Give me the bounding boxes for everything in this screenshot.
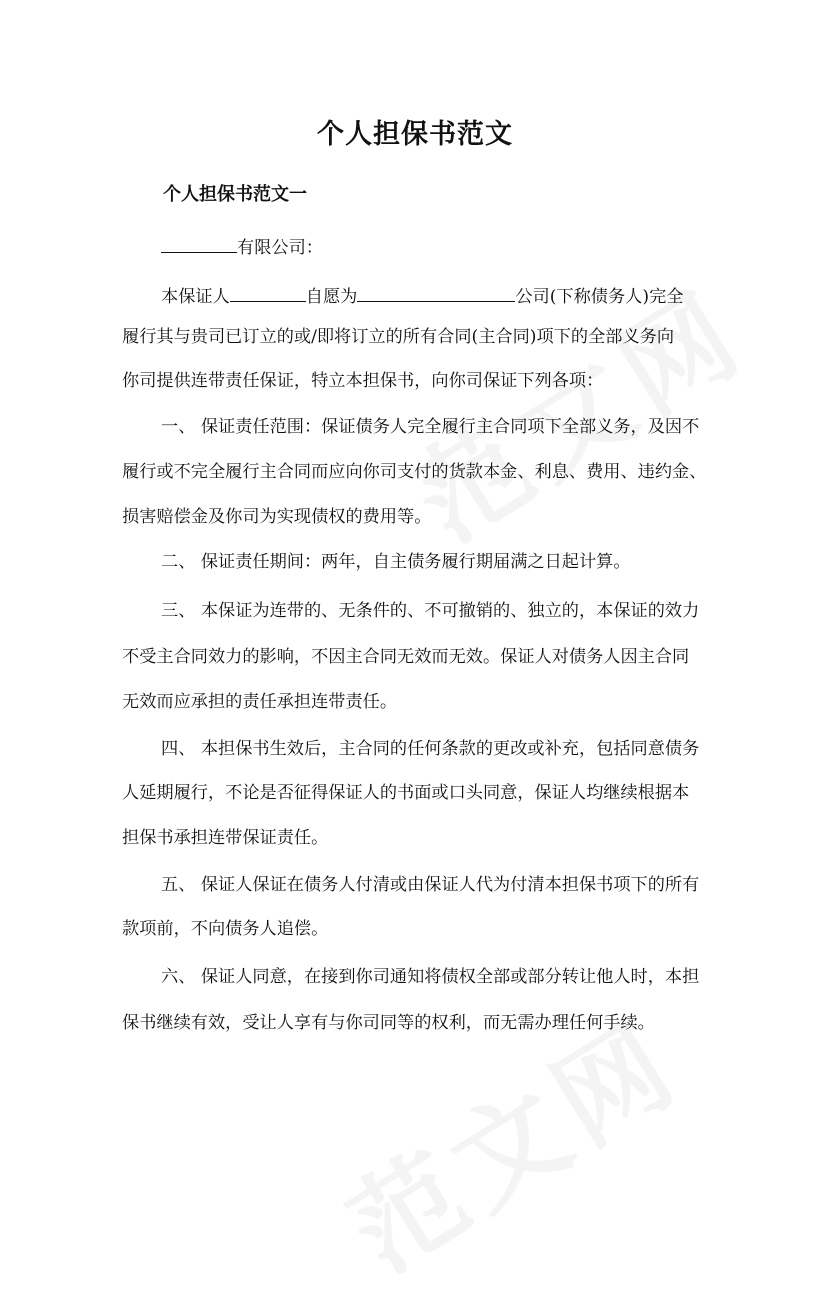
intro-text: 自愿为	[305, 287, 358, 307]
clause-line: 履行或不完全履行主合同而应向你司支付的货款本金、利息、费用、违约金、	[122, 462, 707, 482]
clause-line: 三、 本保证为连带的、无条件的、不可撤销的、独立的，本保证的效力	[161, 601, 700, 621]
intro-line-1	[161, 283, 683, 308]
intro-line-3: 你司提供连带责任保证，特立本担保书，向你司保证下列各项：	[122, 371, 604, 391]
clause-line: 不受主合同效力的影响，不因主合同无效而无效。保证人对债务人因主合同	[122, 647, 690, 667]
blank-debtor-company	[357, 283, 515, 302]
clause-line: 一、 保证责任范围：保证债务人完全履行主合同项下全部义务，及因不	[161, 417, 700, 437]
intro-text: 公司(下称债务人)完全	[515, 287, 684, 307]
clause-line: 款项前，不向债务人追偿。	[122, 919, 329, 939]
addressee-line	[161, 234, 323, 259]
addressee-suffix: 有限公司：	[237, 238, 323, 258]
section-heading: 个人担保书范文一	[163, 184, 307, 205]
blank-company-name	[161, 234, 237, 253]
intro-text: 本保证人	[161, 287, 230, 307]
intro-line-2: 履行其与贵司已订立的或/即将订立的所有合同(主合同)项下的全部义务向	[122, 327, 675, 347]
clause-line: 保书继续有效，受让人享有与你司同等的权利，而无需办理任何手续。	[122, 1013, 655, 1033]
clause-line: 五、 保证人保证在债务人付清或由保证人代为付清本担保书项下的所有	[161, 875, 700, 895]
blank-guarantor-name	[230, 283, 306, 302]
clause-line: 无效而应承担的责任承担连带责任。	[122, 692, 398, 712]
clause-line: 四、 本担保书生效后，主合同的任何条款的更改或补充，包括同意债务	[161, 739, 700, 759]
clause-line: 人延期履行，不论是否征得保证人的书面或口头同意，保证人均继续根据本	[122, 783, 690, 803]
clause-line: 二、 保证责任期间：两年，自主债务履行期届满之日起计算。	[161, 552, 631, 572]
clause-line: 损害赔偿金及你司为实现债权的费用等。	[122, 507, 432, 527]
document-title: 个人担保书范文	[317, 119, 513, 150]
clause-line: 六、 保证人同意，在接到你司通知将债权全部或部分转让他人时，本担	[161, 967, 700, 987]
clause-line: 担保书承担连带保证责任。	[122, 828, 329, 848]
